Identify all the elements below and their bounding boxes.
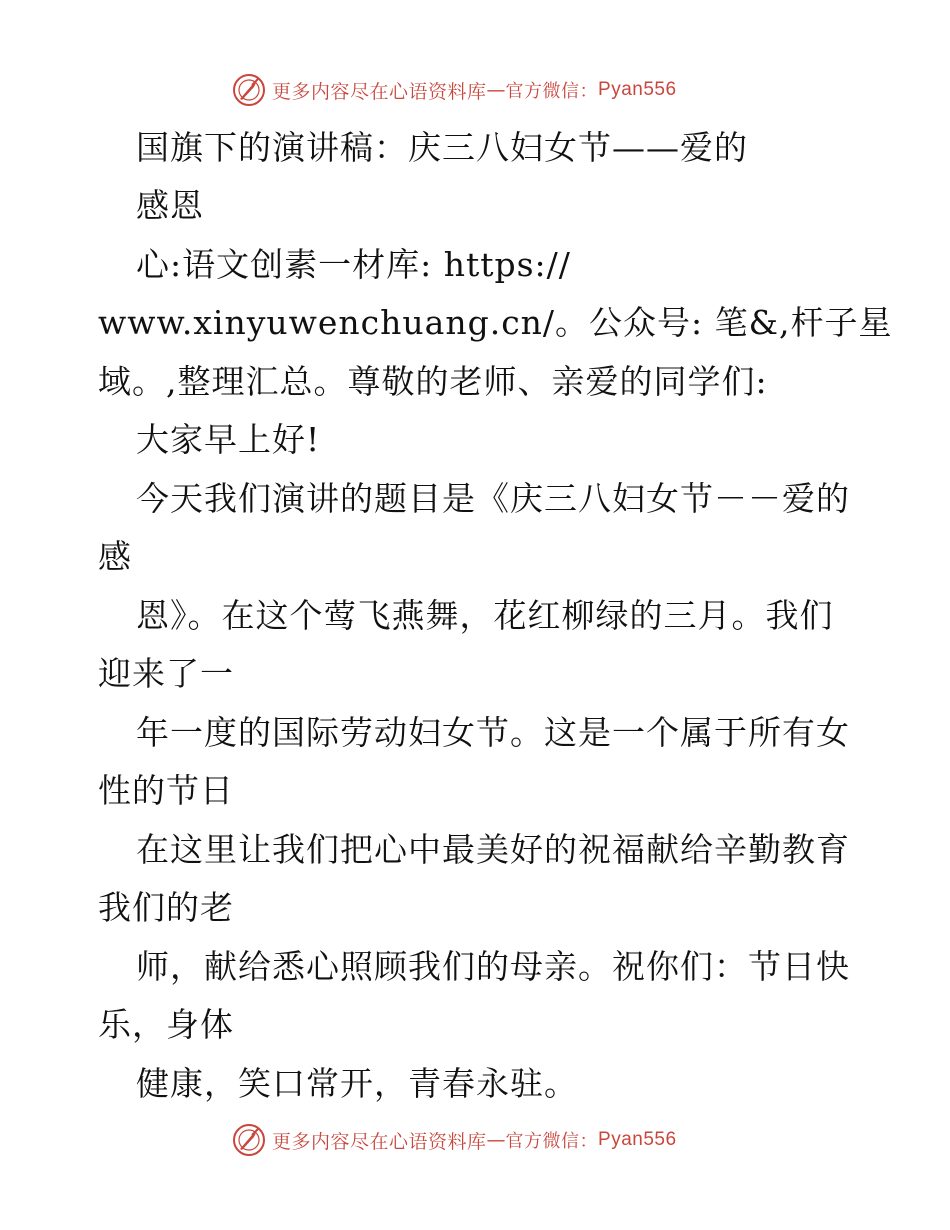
wechat-id: Pyan556 [598, 79, 677, 100]
text-line: 今天我们演讲的题目是《庆三八妇女节－－爱的 [136, 479, 850, 518]
wechat-label: 官方微信： [505, 1131, 599, 1152]
brand-text: 更多内容尽在心语资料库 [272, 1130, 487, 1153]
text-line: www.xinyuwenchuang.cn/。公众号: 笔&,杆子星 [98, 303, 893, 342]
title-line-1: 国旗下的演讲稿：庆三八妇女节——爱的 [136, 128, 748, 167]
text-line: 性的节日 [98, 771, 234, 810]
text-line: 感 [98, 537, 132, 576]
text-line: 恩》。在这个莺飞燕舞，花红柳绿的三月。我们 [136, 596, 834, 635]
text-line: 域。,整理汇总。尊敬的老师、亲爱的同学们: [98, 362, 768, 401]
text-line: 年一度的国际劳动妇女节。这是一个属于所有女 [136, 713, 850, 752]
text-line: 乐，身体 [98, 1005, 234, 1044]
header-banner [232, 73, 677, 107]
wechat-id: Pyan556 [598, 1129, 677, 1150]
pen-nib-logo-icon [232, 73, 266, 107]
text-line: 在这里让我们把心中最美好的祝福献给辛勤教育 [136, 830, 850, 869]
brand-text: 更多内容尽在心语资料库 [272, 80, 487, 103]
pen-nib-logo-icon [232, 1123, 266, 1157]
text-line: 师，献给悉心照顾我们的母亲。祝你们：节日快 [136, 947, 850, 986]
banner-separator: — [486, 1129, 506, 1151]
text-line: 迎来了一 [98, 654, 234, 693]
greeting-line: 大家早上好! [136, 420, 321, 459]
text-line: 我们的老 [98, 888, 234, 927]
text-line: 心:语文创素一材库: https:// [136, 245, 571, 284]
title-line-2: 感恩 [136, 186, 204, 225]
text-line: 健康，笑口常开，青春永驻。 [136, 1064, 578, 1103]
banner-separator: — [486, 79, 506, 101]
footer-banner [232, 1123, 677, 1157]
wechat-label: 官方微信： [505, 81, 599, 102]
